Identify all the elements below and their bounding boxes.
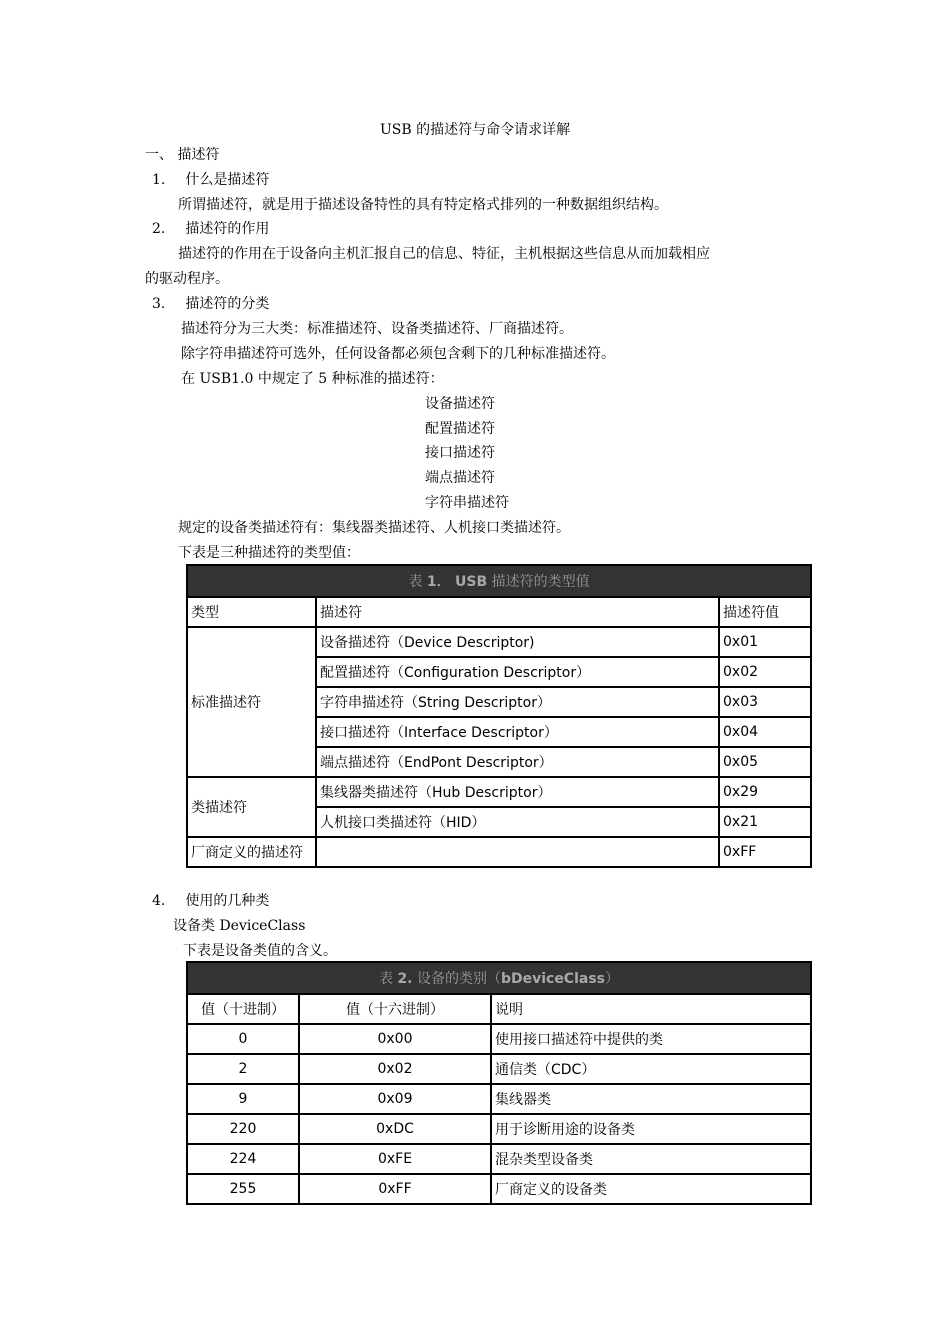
value-cell: 0x02 — [719, 657, 811, 687]
descriptor-cell: 接口描述符（Interface Descriptor） — [316, 717, 719, 747]
paragraph: 在 USB1.0 中规定了 5 种标准的描述符： — [181, 371, 444, 387]
column-header: 说明 — [491, 994, 811, 1024]
decimal-cell: 9 — [187, 1084, 299, 1114]
hex-cell: 0x00 — [299, 1024, 491, 1054]
item-title: 什么是描述符 — [185, 172, 270, 188]
std-list-item: 接口描述符 — [425, 445, 495, 461]
table-caption: 表 1． USB 描述符的类型值 — [187, 565, 811, 597]
item-title: 描述符的作用 — [185, 221, 270, 237]
description-cell: 集线器类 — [491, 1084, 811, 1114]
type-cell: 类描述符 — [187, 777, 316, 837]
table-row — [187, 1084, 811, 1114]
value-cell: 0x01 — [719, 627, 811, 657]
column-header: 类型 — [187, 597, 316, 627]
hex-cell: 0x02 — [299, 1054, 491, 1084]
column-header: 值（十六进制） — [299, 994, 491, 1024]
std-list-item: 端点描述符 — [425, 470, 495, 486]
description-cell: 厂商定义的设备类 — [491, 1174, 811, 1204]
item-3 — [152, 295, 269, 313]
descriptor-cell: 人机接口类描述符（HID） — [316, 807, 719, 837]
table-header-row — [187, 994, 811, 1024]
descriptor-cell: 字符串描述符（String Descriptor） — [316, 687, 719, 717]
decimal-cell: 2 — [187, 1054, 299, 1084]
type-cell: 厂商定义的描述符 — [187, 837, 316, 867]
paragraph: 所谓描述符，就是用于描述设备特性的具有特定格式排列的一种数据组织结构。 — [178, 197, 668, 213]
paragraph: 规定的设备类描述符有：集线器类描述符、人机接口类描述符。 — [178, 520, 570, 536]
table-row — [187, 1054, 811, 1084]
column-header: 值（十进制） — [187, 994, 299, 1024]
table-row — [187, 627, 811, 657]
descriptor-cell — [316, 837, 719, 867]
paragraph: 下表是三种描述符的类型值： — [178, 545, 360, 561]
decimal-cell: 224 — [187, 1144, 299, 1174]
value-cell: 0x29 — [719, 777, 811, 807]
table-row — [187, 1174, 811, 1204]
type-cell: 标准描述符 — [187, 627, 316, 777]
paragraph: 描述符的作用在于设备向主机汇报自己的信息、特征，主机根据这些信息从而加载相应 — [178, 246, 710, 262]
section-heading: 一、 描述符 — [145, 147, 220, 163]
item-number: 2. — [152, 221, 166, 237]
column-header: 描述符 — [316, 597, 719, 627]
item-4 — [152, 892, 269, 910]
table-row — [187, 1114, 811, 1144]
table-row — [187, 1024, 811, 1054]
descriptor-cell: 集线器类描述符（Hub Descriptor） — [316, 777, 719, 807]
item-number: 1. — [152, 172, 166, 188]
hex-cell: 0xFE — [299, 1144, 491, 1174]
table-row — [187, 1144, 811, 1174]
value-cell: 0xFF — [719, 837, 811, 867]
descriptor-cell: 端点描述符（EndPont Descriptor） — [316, 747, 719, 777]
table-row — [187, 777, 811, 807]
item-1 — [152, 171, 269, 189]
paragraph: 描述符分为三大类：标准描述符、设备类描述符、厂商描述符。 — [181, 321, 573, 337]
value-cell: 0x05 — [719, 747, 811, 777]
paragraph: 下表是设备类值的含义。 — [183, 943, 337, 959]
description-cell: 通信类（CDC） — [491, 1054, 811, 1084]
std-list-item: 字符串描述符 — [425, 495, 509, 511]
item-number: 4. — [152, 893, 166, 909]
paragraph: 除字符串描述符可选外，任何设备都必须包含剩下的几种标准描述符。 — [181, 346, 615, 362]
description-cell: 用于诊断用途的设备类 — [491, 1114, 811, 1144]
description-cell: 混杂类型设备类 — [491, 1144, 811, 1174]
decimal-cell: 220 — [187, 1114, 299, 1144]
item-title: 描述符的分类 — [185, 296, 270, 312]
std-list-item: 配置描述符 — [425, 421, 495, 437]
paragraph: 设备类 DeviceClass — [173, 918, 306, 934]
hex-cell: 0x09 — [299, 1084, 491, 1114]
table-header-row — [187, 597, 811, 627]
column-header: 描述符值 — [719, 597, 811, 627]
hex-cell: 0xFF — [299, 1174, 491, 1204]
document-title: USB 的描述符与命令请求详解 — [380, 122, 571, 138]
descriptor-cell: 配置描述符（Configuration Descriptor） — [316, 657, 719, 687]
decimal-cell: 0 — [187, 1024, 299, 1054]
hex-cell: 0xDC — [299, 1114, 491, 1144]
std-list-item: 设备描述符 — [425, 396, 495, 412]
item-number: 3. — [152, 296, 166, 312]
table-caption: 表 2. 设备的类别（bDeviceClass） — [187, 962, 811, 994]
descriptor-type-table — [186, 564, 812, 868]
value-cell: 0x21 — [719, 807, 811, 837]
item-2 — [152, 220, 269, 238]
item-title: 使用的几种类 — [185, 893, 270, 909]
description-cell: 使用接口描述符中提供的类 — [491, 1024, 811, 1054]
table-row — [187, 837, 811, 867]
device-class-table — [186, 961, 812, 1205]
value-cell: 0x04 — [719, 717, 811, 747]
decimal-cell: 255 — [187, 1174, 299, 1204]
value-cell: 0x03 — [719, 687, 811, 717]
descriptor-cell: 设备描述符（Device Descriptor) — [316, 627, 719, 657]
paragraph: 的驱动程序。 — [145, 271, 229, 287]
